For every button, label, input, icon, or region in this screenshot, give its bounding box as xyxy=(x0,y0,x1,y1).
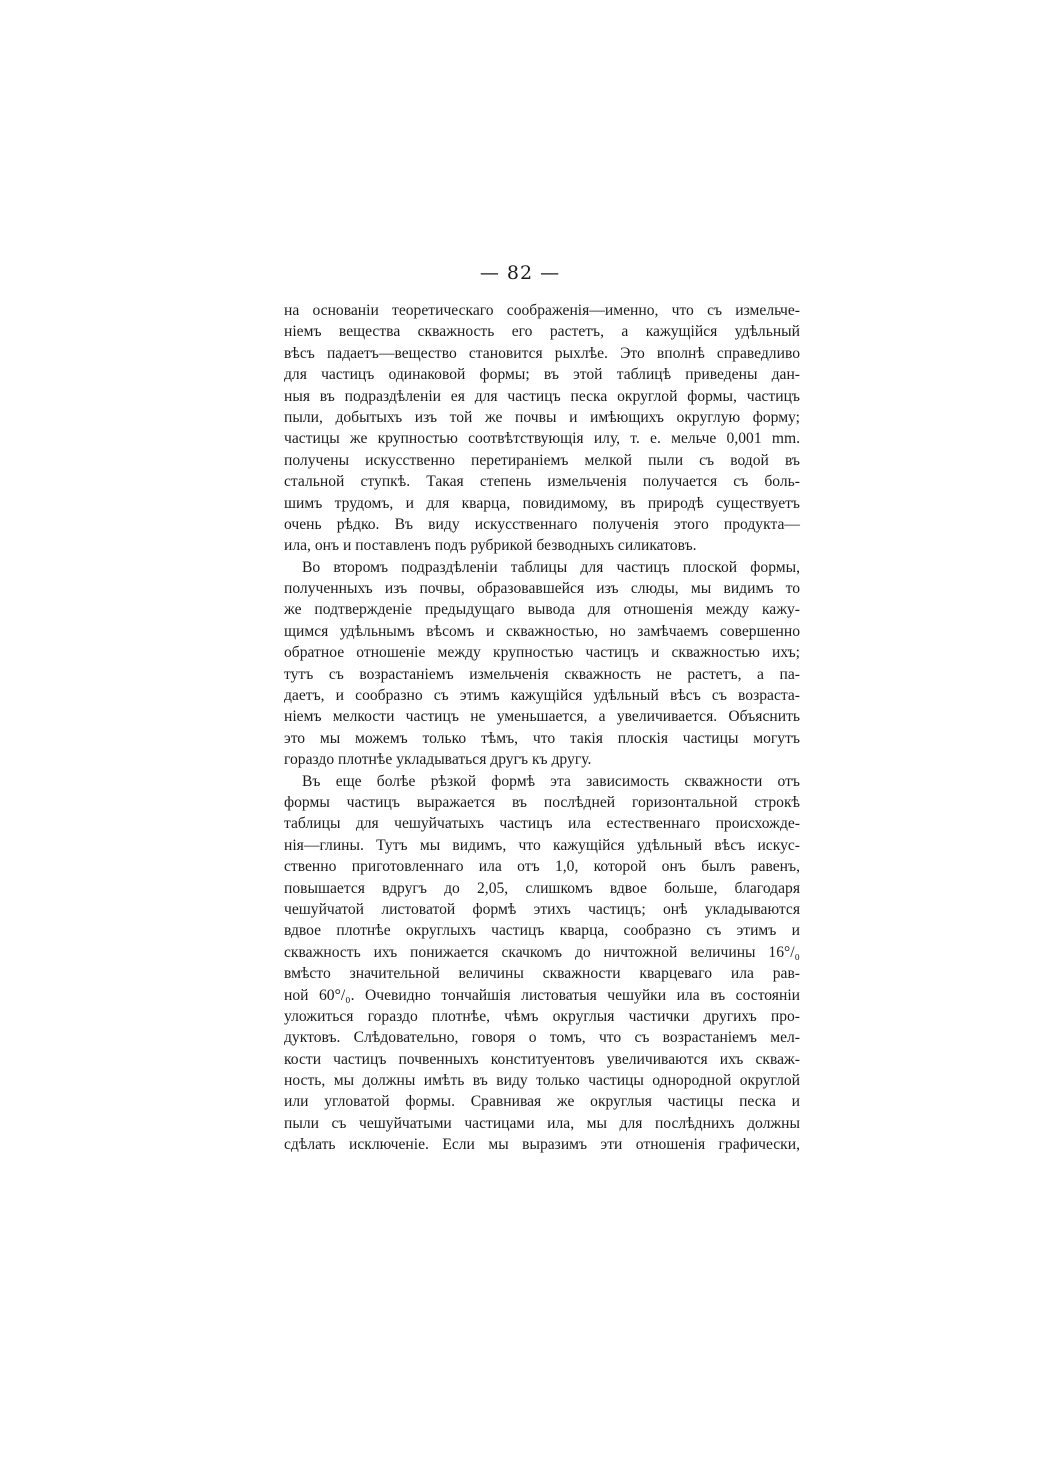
body-text xyxy=(284,300,800,1156)
text-line: же подтвержденіе предыдущаго вывода для отношенія между кажу- xyxy=(284,601,800,619)
text-line: стальной ступкѣ. Такая степень измельченія получается съ боль- xyxy=(284,473,800,491)
text-line: частицы же крупностью соотвѣтствующія илу, т. е. мельче 0,001 mm. xyxy=(284,430,800,448)
text-line: ніемъ вещества скважность его растетъ, а кажущійся удѣльный xyxy=(284,323,800,341)
text-line: чешуйчатой листоватой формѣ этихъ частицъ; онѣ укладываются xyxy=(284,900,800,918)
text-line: полученныхъ изъ почвы, образовавшейся изъ слюды, мы видимъ то xyxy=(284,580,800,598)
text-line: ность, мы должны имѣть въ виду только частицы однородной округлой xyxy=(284,1072,800,1090)
text-line: Въ еще болѣе рѣзкой формѣ эта зависимость скважности отъ xyxy=(302,772,800,790)
page-number: — 82 — xyxy=(479,262,561,284)
text-line: вдвое плотнѣе округлыхъ частицъ кварца, сообразно съ этимъ и xyxy=(284,922,800,940)
text-line: ственно приготовленнаго ила отъ 1,0, которой онъ былъ равенъ, xyxy=(284,858,800,876)
text-line: кости частицъ почвенныхъ конституентовъ увеличиваются ихъ скваж- xyxy=(284,1050,800,1068)
text-line: тутъ съ возрастаніемъ измельченія скважность не растетъ, а па- xyxy=(284,665,800,683)
text-line: скважность ихъ понижается скачкомъ до ничтожной величины 16°/₀ xyxy=(284,943,800,961)
paragraph-3 xyxy=(284,771,800,1156)
text-line: ныя въ подраздѣленіи ея для частицъ песка округлой формы, частицъ xyxy=(284,387,800,405)
text-line: дуктовъ. Слѣдовательно, говоря о томъ, что съ возрастаніемъ мел- xyxy=(284,1029,800,1047)
text-line: Во второмъ подраздѣленіи таблицы для частицъ плоской формы, xyxy=(302,558,800,576)
text-line: для частицъ одинаковой формы; въ этой таблицѣ приведены дан- xyxy=(284,366,800,384)
text-line: даетъ, и сообразно съ этимъ кажущійся удѣльный вѣсъ съ возраста- xyxy=(284,687,800,705)
text-line: нія—глины. Тутъ мы видимъ, что кажущійся удѣльный вѣсъ искус- xyxy=(284,836,800,854)
text-line: ніемъ мелкости частицъ не уменьшается, а увеличивается. Объяснить xyxy=(284,708,800,726)
text-line: на основаніи теоретическаго соображенія—именно, что съ измельче- xyxy=(284,302,800,319)
text-line: пыли, добытыхъ изъ той же почвы и имѣющихъ округлую форму; xyxy=(284,408,800,426)
text-line: вѣсъ падаетъ—вещество становится рыхлѣе. Это вполнѣ справедливо xyxy=(284,344,800,362)
text-line: шимъ трудомъ, и для кварца, повидимому, въ природѣ существуетъ xyxy=(284,494,800,512)
text-line: ила, онъ и поставленъ подъ рубрикой безводныхъ силикатовъ. xyxy=(284,537,697,555)
text-line: получены искусственно перетираніемъ мелкой пыли съ водой въ xyxy=(284,451,800,469)
text-line: очень рѣдко. Въ виду искусственнаго полученія этого продукта— xyxy=(284,515,800,533)
text-line: это мы можемъ только тѣмъ, что такія плоскія частицы могутъ xyxy=(284,729,800,747)
text-line: повышается вдругъ до 2,05, слишкомъ вдвое больше, благодаря xyxy=(284,879,800,897)
text-line: ной 60°/₀. Очевидно тончайшія листоватыя чешуйки ила въ состояніи xyxy=(284,986,800,1004)
text-line: гораздо плотнѣе укладываться другъ къ другу. xyxy=(284,751,592,769)
text-line: щимся удѣльнымъ вѣсомъ и скважностью, но замѣчаемъ совершенно xyxy=(284,622,800,640)
text-line: или угловатой формы. Сравнивая же округлыя частицы песка и xyxy=(284,1093,800,1111)
text-line: уложиться гораздо плотнѣе, чѣмъ округлыя частички другихъ про- xyxy=(284,1007,800,1025)
text-line: пыли съ чешуйчатыми частицами ила, мы для послѣднихъ должны xyxy=(284,1114,800,1132)
text-line: таблицы для чешуйчатыхъ частицъ ила естественнаго происхожде- xyxy=(284,815,800,833)
text-line: обратное отношеніе между крупностью частицъ и скважностью ихъ; xyxy=(284,644,800,662)
text-line: сдѣлать исключеніе. Если мы выразимъ эти отношенія графически, xyxy=(284,1136,800,1154)
paragraph-1 xyxy=(284,300,800,557)
text-line: формы частицъ выражается въ послѣдней горизонтальной строкѣ xyxy=(284,793,800,811)
text-line: вмѣсто значительной величины скважности кварцеваго ила рав- xyxy=(284,965,800,983)
paragraph-2 xyxy=(284,557,800,771)
